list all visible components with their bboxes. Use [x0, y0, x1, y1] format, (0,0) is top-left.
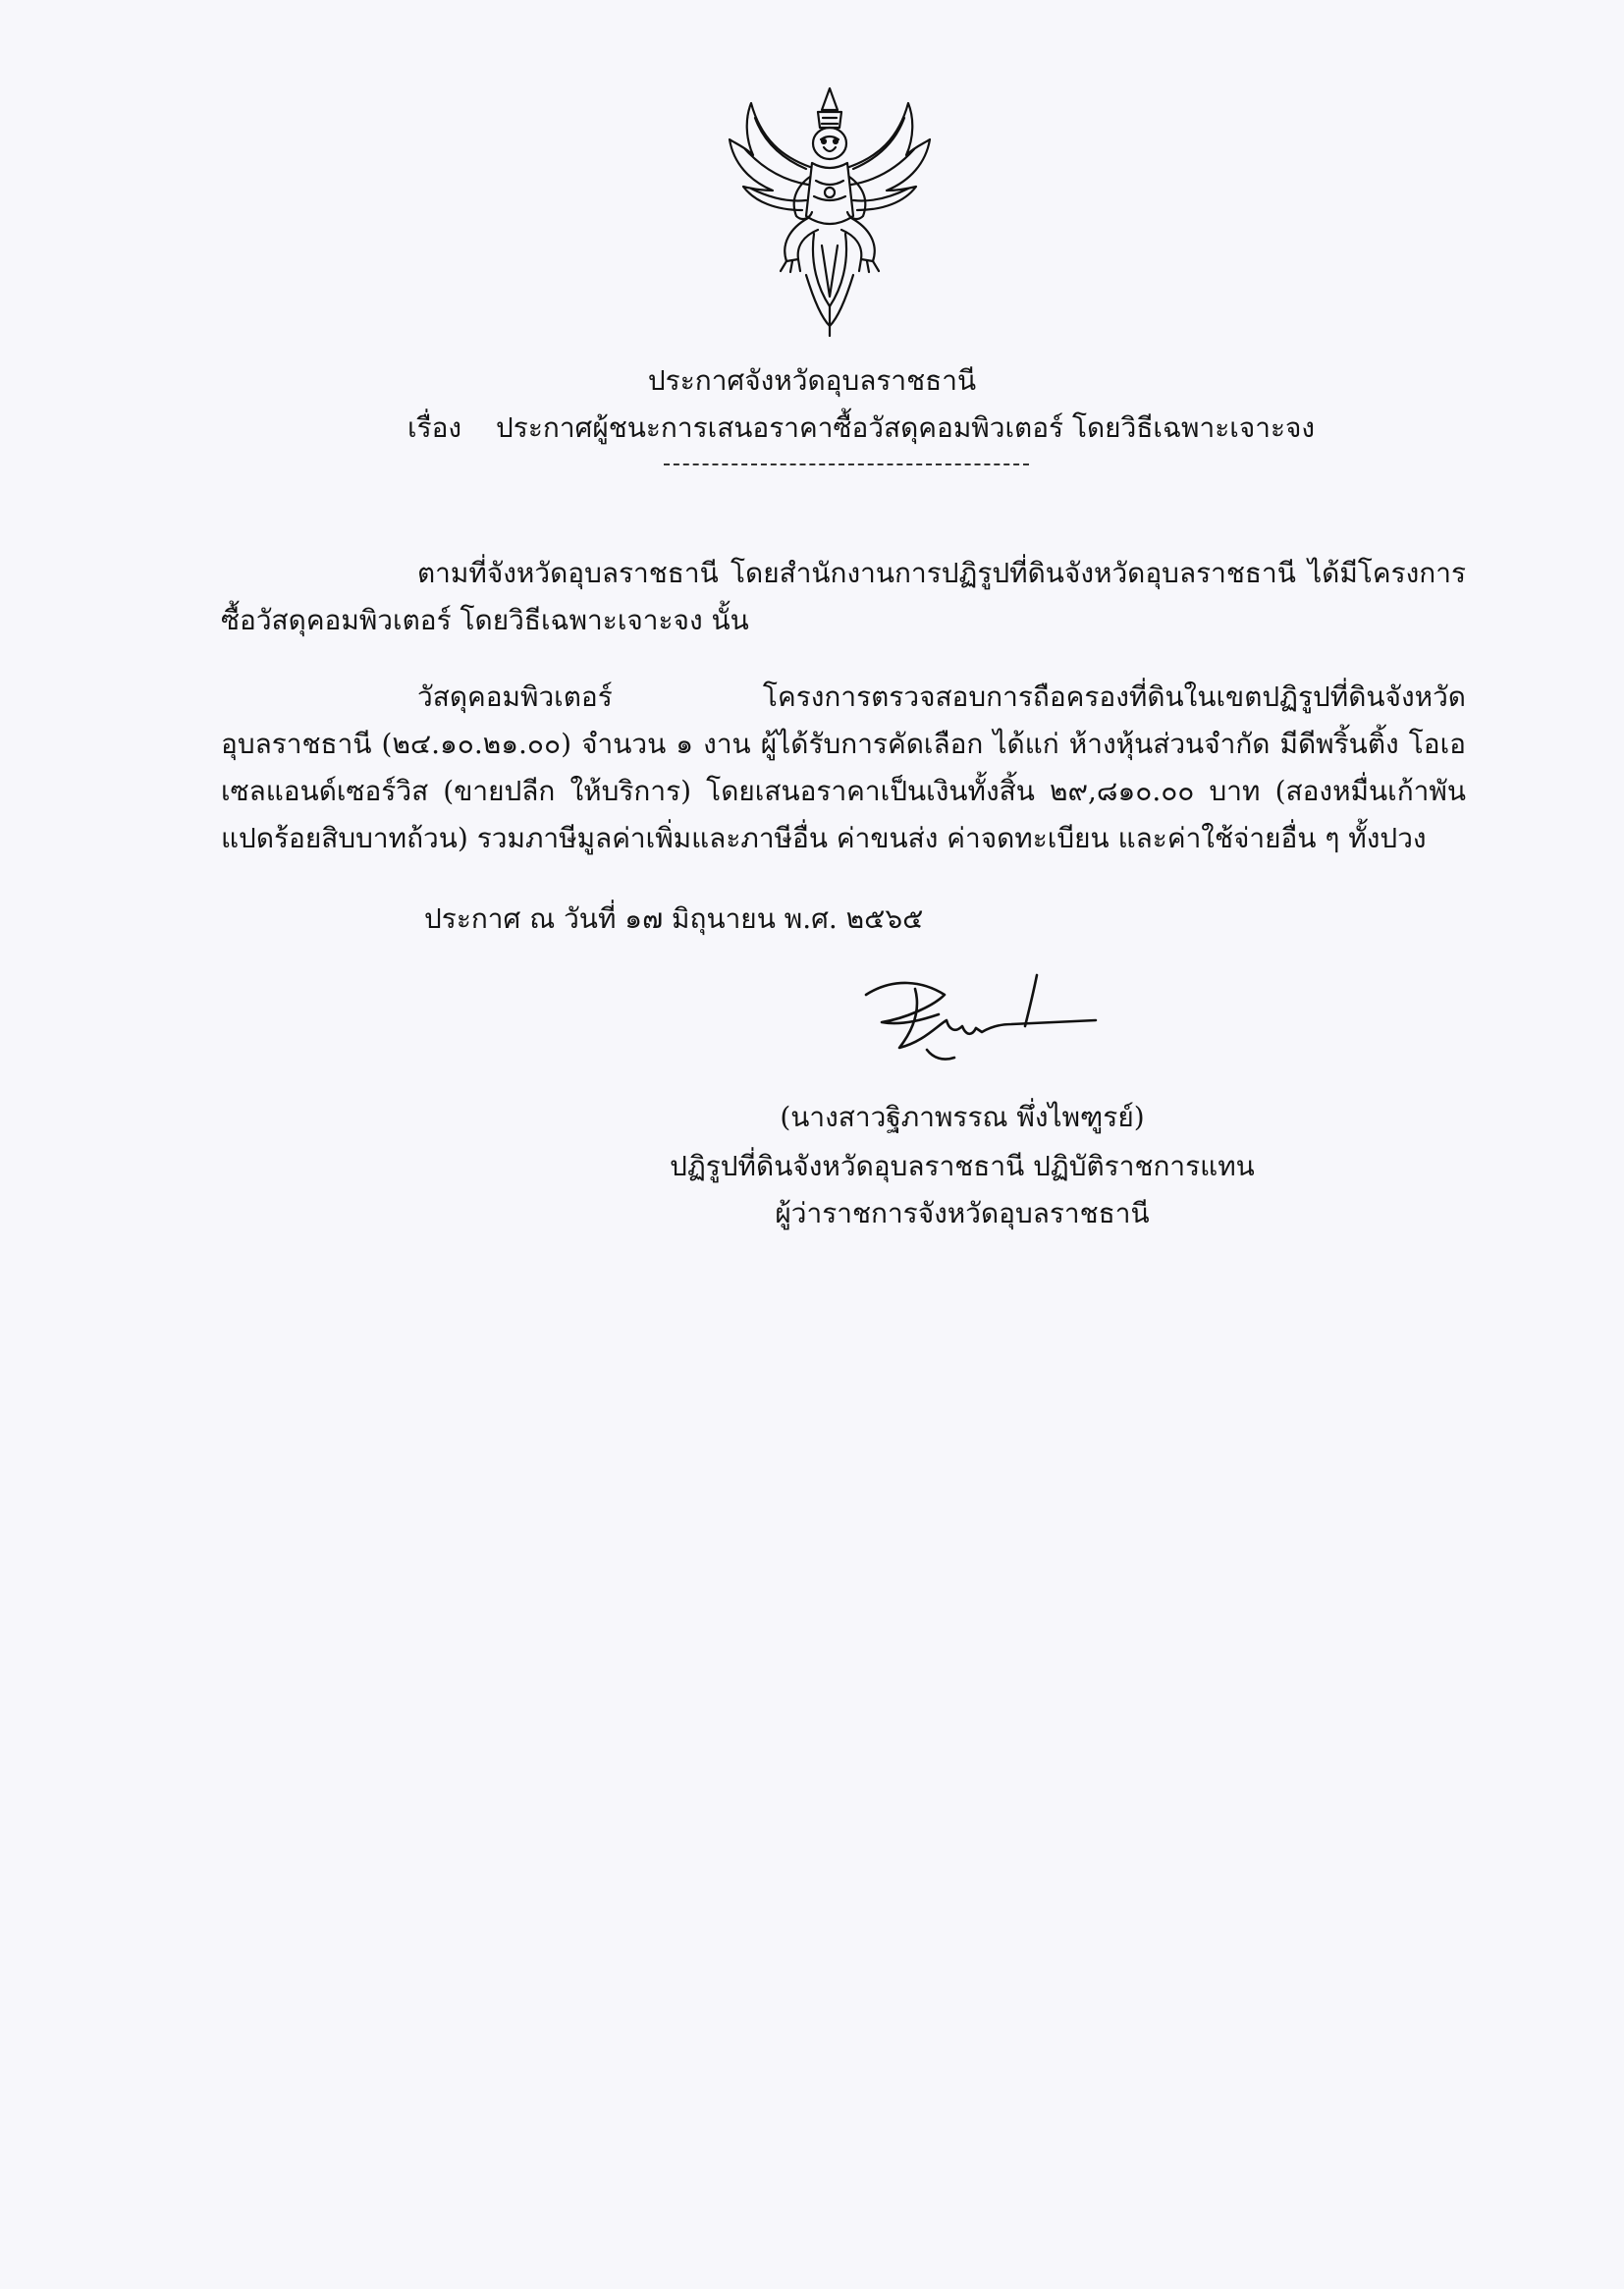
body-paragraph-1: [221, 550, 1466, 644]
signature-image: [864, 967, 1105, 1077]
announce-date: ประกาศ ณ วันที่ ๑๗ มิถุนายน พ.ศ. ๒๕๖๕: [424, 902, 924, 935]
subject-label: เรื่อง: [407, 411, 462, 444]
divider: [664, 463, 1029, 465]
signer-name: (นางสาวฐิภาพรรณ พึ่งไพฑูรย์): [780, 1101, 1145, 1133]
paragraph-2-text: วัสดุคอมพิวเตอร์ โครงการตรวจสอบการถือครองที่ดินในเขตปฏิรูปที่ดินจังหวัดอุบลราชธานี (๒๔.๑๐.๒๑.๐๐) จำนวน ๑ งาน ผู้ได้รับการคัดเลือก ได้แก่ ห้างหุ้นส่วนจำกัด มีดีพริ้นติ้ง โอเอเซลแอนด์เซอร์วิส (ขายปลีก ให้บริการ) โดยเสนอราคาเป็นเงินทั้งสิ้น ๒๙,๘๑๐.๐๐ บาท (สองหมื่นเก้าพันแปดร้อยสิบบาทถ้วน) รวมภาษีมูลค่าเพิ่มและภาษีอื่น ค่าขนส่ง ค่าจดทะเบียน และค่าใช้จ่ายอื่น ๆ ทั้งปวง: [221, 681, 1466, 854]
paragraph-1-text: ตามที่จังหวัดอุบลราชธานี โดยสำนักงานการปฏิรูปที่ดินจังหวัดอุบลราชธานี ได้มีโครงการซื้อวัสดุคอมพิวเตอร์ โดยวิธีเฉพาะเจาะจง นั้น: [221, 557, 1466, 636]
garuda-emblem-icon: [712, 79, 947, 344]
subject-line: [407, 410, 1315, 446]
signer-authority: ผู้ว่าราชการจังหวัดอุบลราชธานี: [775, 1197, 1150, 1229]
subject-text: ประกาศผู้ชนะการเสนอราคาซื้อวัสดุคอมพิวเตอร์ โดยวิธีเฉพาะเจาะจง: [496, 411, 1316, 444]
body-paragraph-2: [221, 674, 1466, 862]
signer-position: ปฏิรูปที่ดินจังหวัดอุบลราชธานี ปฏิบัติราชการแทน: [670, 1150, 1255, 1182]
page-title: ประกาศจังหวัดอุบลราชธานี: [647, 364, 977, 397]
